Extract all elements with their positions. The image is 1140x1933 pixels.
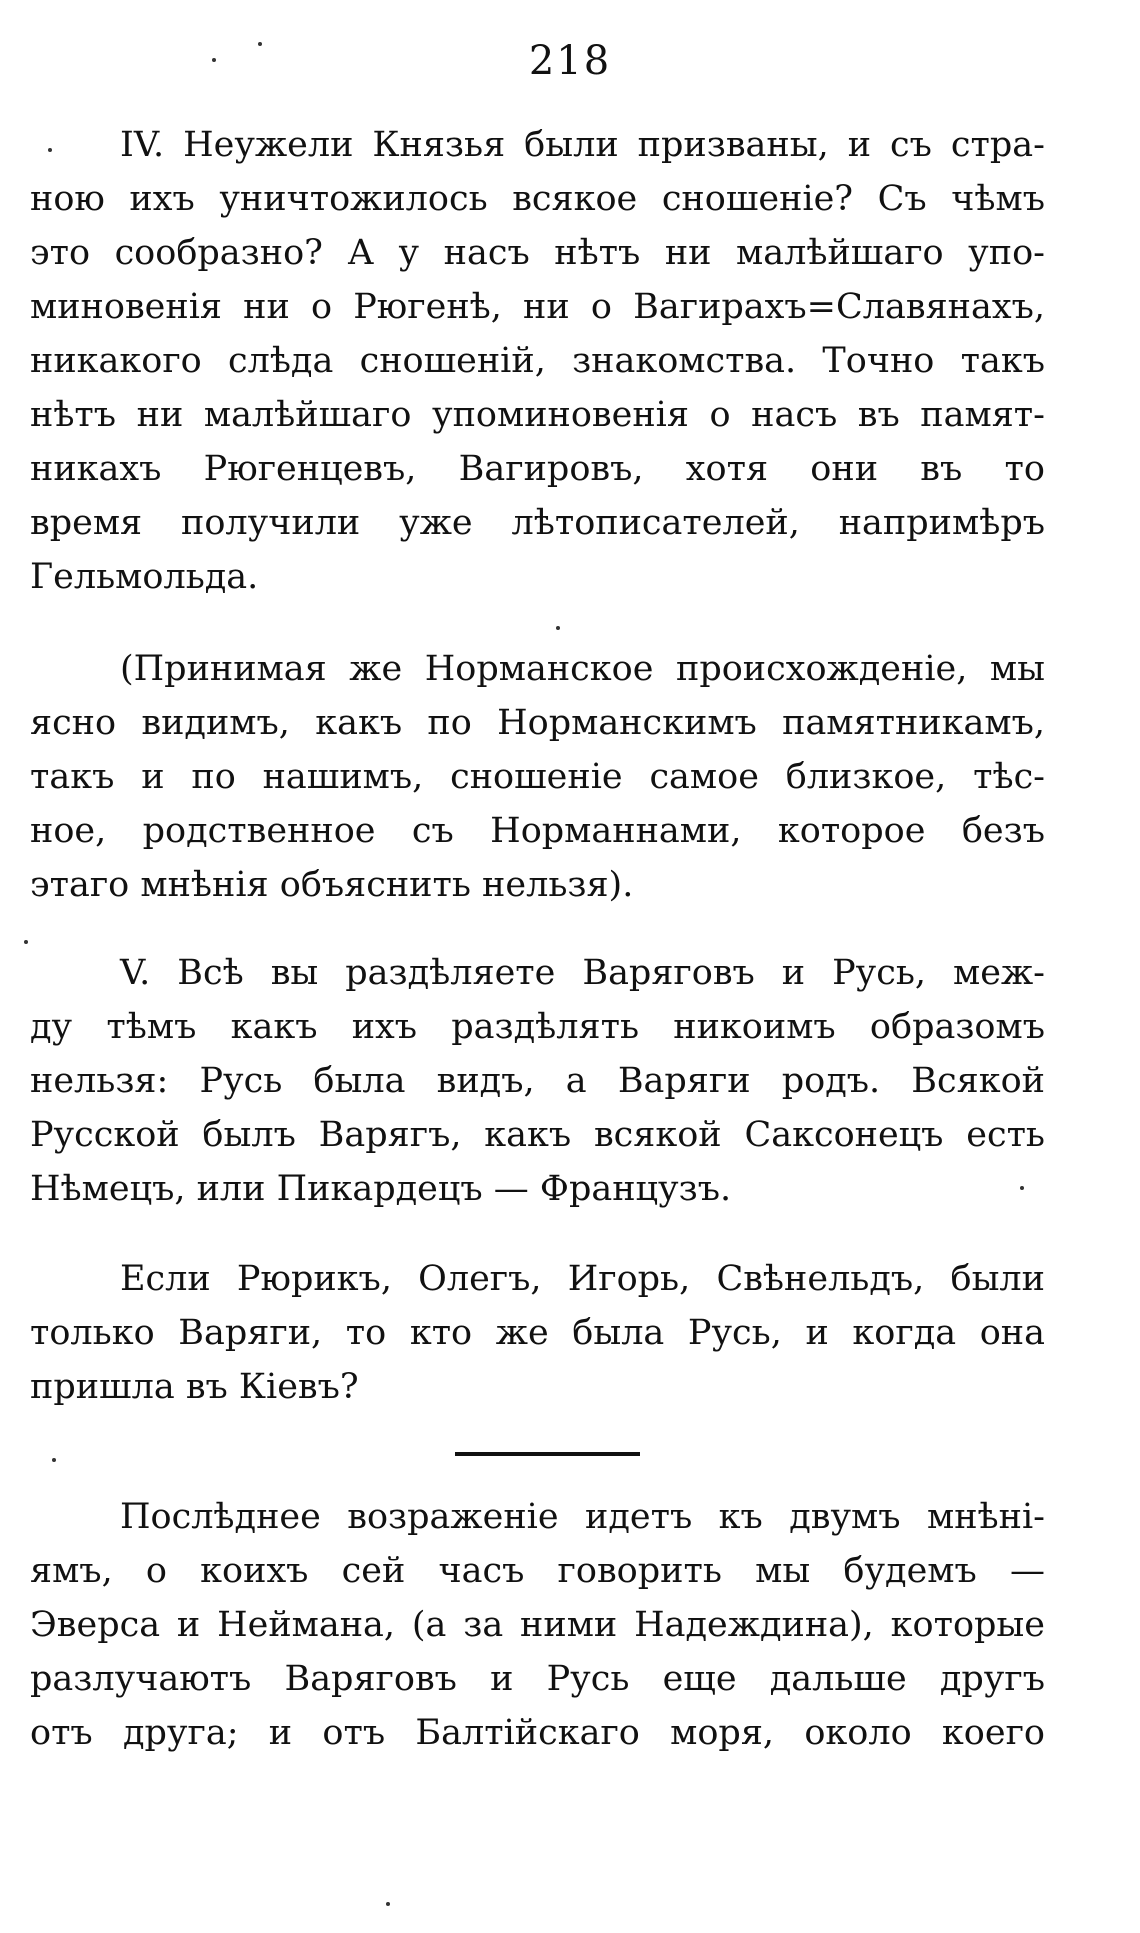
- text-line: этаго мнѣнія объяснить нельзя).: [30, 865, 634, 905]
- paragraph-iv: [30, 118, 1045, 604]
- text-line: время получили уже лѣтописателей, напримѣръ: [30, 503, 1045, 543]
- scan-speck: [212, 58, 216, 62]
- text-line: ду тѣмъ какъ ихъ раздѣлять никоимъ образомъ: [30, 1007, 1045, 1047]
- text-line: это сообразно? А у насъ нѣтъ ни малѣйшаго упо-: [30, 233, 1045, 273]
- text-line: пришла въ Кіевъ?: [30, 1367, 359, 1407]
- text-line: никахъ Рюгенцевъ, Вагировъ, хотя они въ то: [30, 449, 1045, 489]
- text-line: миновенія ни о Рюгенѣ, ни о Вагирахъ=Славянахъ,: [30, 287, 1045, 327]
- scan-speck: [258, 42, 262, 46]
- paragraph-objection: [30, 1490, 1045, 1760]
- text-line: (Принимая же Норманское происхожденіе, мы: [120, 649, 1045, 689]
- text-line: Нѣмецъ, или Пикардецъ — Французъ.: [30, 1169, 732, 1209]
- section-divider: [455, 1452, 640, 1456]
- text-line: разлучаютъ Варяговъ и Русь еще дальше другъ: [30, 1659, 1045, 1699]
- page-number: 218: [528, 38, 612, 84]
- text-line: такъ и по нашимъ, сношеніе самое близкое, тѣс-: [30, 757, 1045, 797]
- scan-speck: [386, 1902, 390, 1906]
- text-line: Эверса и Неймана, (а за ними Надеждина), которые: [30, 1605, 1045, 1645]
- scan-speck: [24, 940, 28, 944]
- text-line: ясно видимъ, какъ по Норманскимъ памятникамъ,: [30, 703, 1045, 743]
- text-line: Гельмольда.: [30, 557, 259, 597]
- text-line: никакого слѣда сношеній, знакомства. Точно такъ: [30, 341, 1045, 381]
- scan-speck: [48, 148, 52, 152]
- text-line: ямъ, о коихъ сей часъ говорить мы будемъ —: [30, 1551, 1045, 1591]
- text-line: нѣтъ ни малѣйшаго упоминовенія о насъ въ памят-: [30, 395, 1045, 435]
- scan-speck: [1020, 1186, 1024, 1190]
- text-line: Русской былъ Варягъ, какъ всякой Саксонецъ есть: [30, 1115, 1045, 1155]
- text-line: отъ друга; и отъ Балтійскаго моря, около коего: [30, 1713, 1045, 1753]
- paragraph-question: [30, 1252, 1045, 1414]
- text-line: ною ихъ уничтожилось всякое сношеніе? Съ чѣмъ: [30, 179, 1045, 219]
- text-line: ное, родственное съ Норманнами, которое безъ: [30, 811, 1045, 851]
- text-line: V. Всѣ вы раздѣляете Варяговъ и Русь, меж-: [120, 953, 1045, 993]
- paragraph-parenthetical: [30, 642, 1045, 912]
- text-line: нельзя: Русь была видъ, а Варяги родъ. Всякой: [30, 1061, 1045, 1101]
- scan-speck: [556, 626, 560, 630]
- scan-speck: [52, 1458, 56, 1462]
- paragraph-v: [30, 946, 1045, 1216]
- text-line: Послѣднее возраженіе идетъ къ двумъ мнѣні-: [120, 1497, 1045, 1537]
- text-line: Если Рюрикъ, Олегъ, Игорь, Свѣнельдъ, были: [120, 1259, 1045, 1299]
- text-line: IV. Неужели Князья были призваны, и съ стра-: [120, 125, 1045, 165]
- text-line: только Варяги, то кто же была Русь, и когда она: [30, 1313, 1045, 1353]
